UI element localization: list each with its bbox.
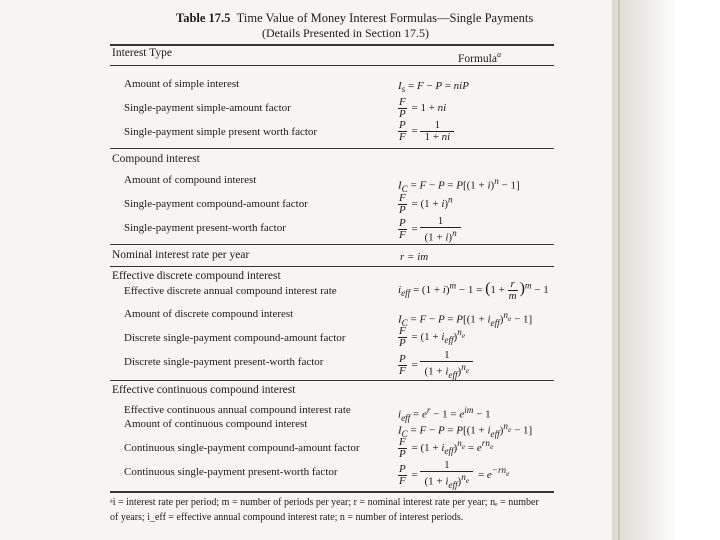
section-heading-effective-continuous: Effective continuous compound interest [112, 384, 296, 396]
formula-compound-present-worth: $\frac{P}{F}$ = $\frac{1}{(1 + i)^n}$ [398, 216, 463, 244]
row-label: Single-payment compound-amount factor [124, 198, 308, 210]
row-label: Amount of simple interest [124, 78, 240, 90]
row-label: Continuous single-payment compound-amount factor [124, 442, 360, 454]
formula-simple-present-worth: $\frac{P}{F}$ = $\frac{1}{1 + ni}$ [398, 120, 456, 143]
formula-simple-amount-factor: $\frac{F}{P}$ = 1 + ni [399, 96, 447, 120]
header-rule [110, 65, 554, 66]
row-label: Single-payment present-worth factor [124, 222, 286, 234]
formula-discrete-present-worth: $\frac{P}{F}$ = $\frac{1}{(1 + i_{eff})^{n_e}}$ [398, 350, 475, 381]
formula-compound-interest: $I_C = F - P = P[(1 + i)^n - 1]$ [398, 176, 520, 194]
row-label: Discrete single-payment compound-amount factor [124, 332, 346, 344]
section-heading-effective-discrete: Effective discrete compound interest [112, 270, 281, 282]
section-heading-nominal: Nominal interest rate per year [112, 249, 250, 261]
page-edge [618, 0, 620, 540]
column-header-interest-type: Interest Type [112, 47, 172, 59]
row-label: Discrete single-payment present-worth factor [124, 356, 324, 368]
row-label: Effective discrete annual compound interest rate [124, 285, 337, 297]
top-rule [110, 44, 554, 46]
table-title [176, 11, 533, 26]
column-header-formula: Formula$^a$ [458, 50, 501, 65]
row-label: Effective continuous annual compound interest rate [124, 404, 351, 416]
row-label: Single-payment simple present worth factor [124, 126, 318, 138]
formula-nominal-rate: r = im [400, 251, 429, 263]
footnote-line-1: ᵃi = interest rate per period; m = number of periods per year; r = nominal interest rate per year; nₑ = number [110, 497, 539, 508]
row-label: Amount of compound interest [124, 174, 257, 186]
row-label: Single-payment simple-amount factor [124, 102, 291, 114]
section-heading-compound: Compound interest [112, 153, 200, 165]
formula-continuous-present-worth: $\frac{P}{F}$ = $\frac{1}{(1 + i_{eff})^{n_e}}$ = $e^{-rn_e}$ [399, 459, 510, 490]
formula-continuous-interest-amount: $I_C = F - P = P[(1 + i_{eff})^{n_e} - 1]$ [398, 421, 533, 439]
bottom-rule [110, 491, 554, 493]
formula-discrete-interest-amount: $I_C = F - P = P[(1 + i_{eff})^{n_e} - 1]$ [398, 310, 533, 328]
formula-compound-amount-factor: $\frac{F}{P}$ = $(1 + i)^n$ [399, 192, 453, 216]
section-rule [110, 266, 554, 267]
footnote-line-2: of years; i_eff = effective annual compound interest rate; n = number of interest periods. [110, 512, 464, 523]
formula-continuous-compound-amount: $\frac{F}{P}$ = $(1 + i_{eff})^{n_e} = e^{rn_e}$ [399, 436, 494, 460]
section-rule [110, 380, 554, 381]
table-title-text: Time Value of Money Interest Formulas—Single Payments [236, 11, 534, 25]
formula-discrete-compound-amount: $\frac{F}{P}$ = $(1 + i_{eff})^{n_e}$ [399, 325, 466, 349]
section-rule [110, 244, 554, 245]
row-label: Amount of discrete compound interest [124, 308, 294, 320]
formula-continuous-rate: $i_{eff} = e^r - 1 = e^{im} - 1$ [398, 405, 491, 423]
table-number: Table 17.5 [176, 11, 231, 25]
row-label: Continuous single-payment present-worth factor [124, 466, 338, 478]
page-shadow [612, 0, 720, 540]
row-label: Amount of continuous compound interest [124, 418, 308, 430]
formula-effective-discrete-rate: $i_{eff} = (1 + i)^m - 1 = (1$ + $\frac{r}{m}$ )$^m$ − 1 [398, 278, 549, 302]
table-subtitle: (Details Presented in Section 17.5) [262, 26, 429, 40]
formula-simple-interest: $I_s = F - P$ = niP [398, 80, 469, 95]
section-rule [110, 148, 554, 149]
